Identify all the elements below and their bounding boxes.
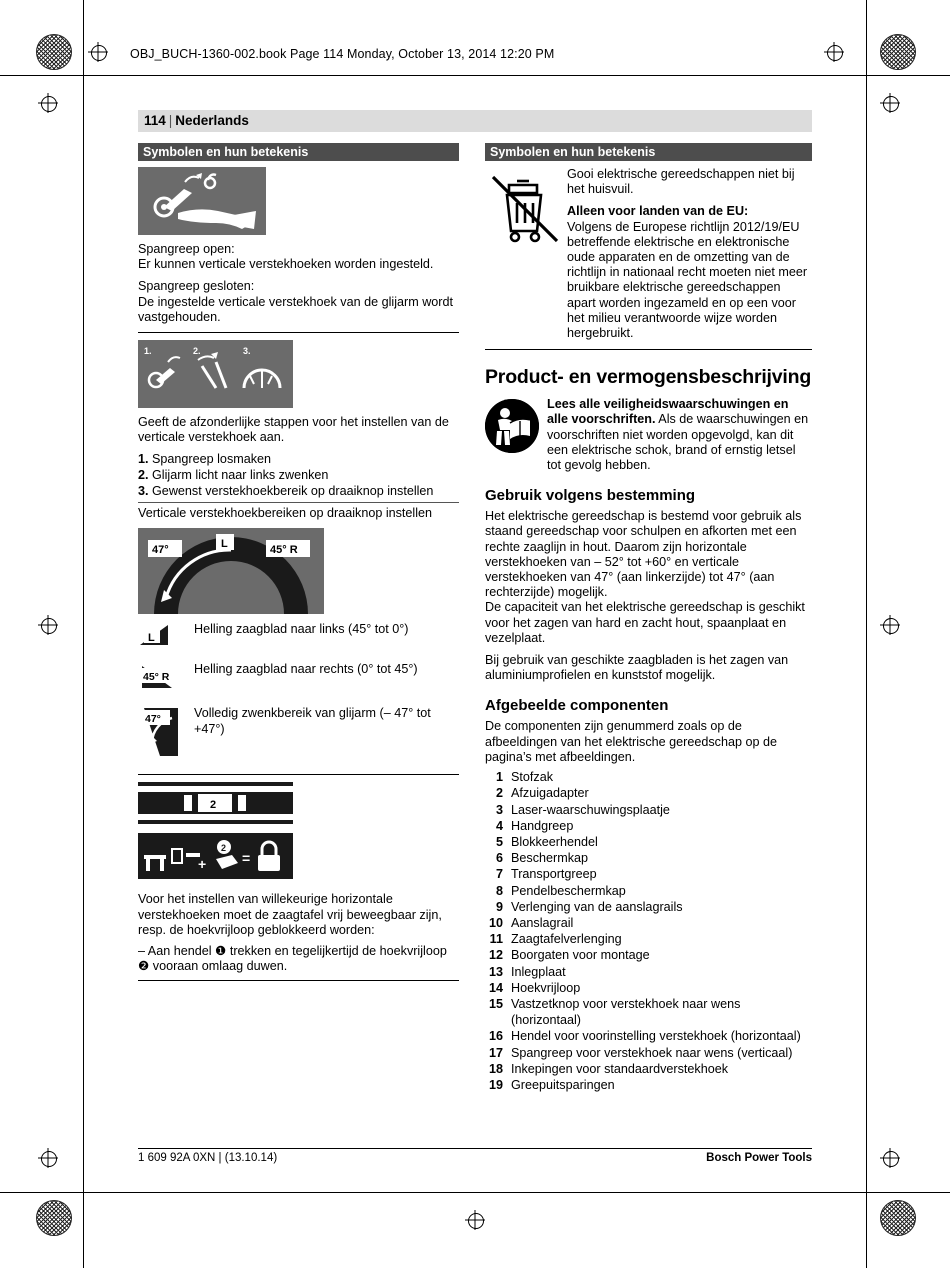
list-item: [485, 802, 812, 818]
disposal-row: [485, 167, 812, 341]
crossed-out-wheelie-bin-icon: [489, 169, 561, 245]
symbols-table-header-right: Symbolen en hun betekenis: [485, 143, 812, 161]
divider-3: [138, 774, 459, 775]
footer-document-code: 1 609 92A 0XN | (13.10.14): [138, 1152, 278, 1164]
list-item: [485, 931, 812, 947]
list-item: [485, 947, 812, 963]
bevel-range-illustration: [138, 528, 324, 614]
registration-circle-bottom-left: [41, 1151, 57, 1167]
safety-warning-rest: Als de waarschuwingen en voorschriften niet worden opgevolgd, kan dit een elektrische schok, brand of ernstig letsel tot gevolg hebben.: [547, 412, 809, 473]
halftone-mark-bottom-right: [880, 1200, 916, 1236]
component-label: Greepuitsparingen: [511, 1077, 615, 1092]
components-list: [485, 769, 812, 1093]
component-label: Blokkeerhendel: [511, 834, 598, 849]
step-text-2: Glijarm licht naar links zwenken: [152, 468, 329, 483]
file-header-text: OBJ_BUCH-1360-002.book Page 114 Monday, October 13, 2014 12:20 PM: [130, 47, 555, 61]
legend-left-text: Helling zaagblad naar links (45° tot 0°): [194, 622, 409, 637]
step-item-1: [138, 452, 459, 468]
step-item-3: [138, 484, 459, 500]
component-label: Zaagtafelverlenging: [511, 932, 622, 947]
component-label: Vastzetknop voor verstekhoek naar wens (horizontaal): [511, 996, 741, 1028]
components-title: Afgebeelde componenten: [485, 697, 669, 715]
left-column: [138, 143, 459, 981]
safety-warning-row: [485, 397, 812, 473]
strip-badge-number: 2: [210, 799, 217, 812]
clamp-closed-title: Spangreep gesloten:: [138, 279, 255, 294]
ranges-caption: Verticale verstekhoekbereiken op draaiknop instellen: [138, 506, 433, 521]
step-item-2: [138, 468, 459, 484]
component-label: Afzuigadapter: [511, 786, 589, 801]
intended-use-p3: Bij gebruik van geschikte zaagbladen is het zagen van aluminiumprofielen en kunststof mogelijk.: [485, 653, 789, 683]
legend-right-text: Helling zaagblad naar rechts (0° tot 45°): [194, 662, 418, 677]
component-number: 3: [495, 802, 503, 817]
list-item: [485, 866, 812, 882]
trim-line-right: [866, 0, 867, 1268]
registration-circle-bottom-right: [883, 1151, 899, 1167]
intended-use-title: Gebruik volgens bestemming: [485, 487, 696, 505]
component-label: Handgreep: [511, 818, 574, 833]
svg-text:45° R: 45° R: [270, 544, 298, 557]
svg-text:45° R: 45° R: [143, 671, 170, 684]
lock-combination-illustration: [138, 833, 293, 879]
right-column: [485, 143, 812, 1093]
svg-text:2.: 2.: [193, 346, 201, 357]
svg-text:L: L: [221, 538, 228, 551]
list-item: [485, 818, 812, 834]
component-label: Inkepingen voor standaardverstekhoek: [511, 1061, 729, 1076]
svg-text:L: L: [148, 632, 155, 645]
trim-line-bottom: [0, 1192, 950, 1193]
eu-only-text: Volgens de Europese richtlijn 2012/19/EU betreffende elektrische en elektronische oude apparaten en de omzetting van de richtlijn in nationaal recht moeten niet meer bruikbare elektrische gereedschappen apart worden ingezameld en op een voor het milieu verantwoorde wijze worden hergebruikt.: [567, 219, 808, 341]
figure-three-steps: [138, 340, 293, 408]
list-item: [485, 1061, 812, 1077]
intended-use-p1: Het elektrische gereedschap is bestemd voor gebruik als staand gereedschap voor schulpen en afkorten met een rechte zaaglijn in hout. Daarom zijn horizontale verstekhoeken van – 52° tot +60° en verticale verstekhoeken van 47° (aan linkerzijde) tot 47° (aan rechterzijde) mogelijk.: [485, 509, 802, 600]
clamp-handle-illustration: [138, 167, 266, 235]
component-number: 16: [488, 1029, 503, 1044]
step-text-3: Gewenst verstekhoekbereik op draaiknop instellen: [152, 483, 434, 498]
read-manual-glyph: [485, 399, 539, 453]
svg-text:47°: 47°: [152, 544, 169, 557]
figure-lock-combination: [138, 833, 459, 884]
page-number: 114: [144, 113, 166, 128]
step-number-1: 1.: [138, 452, 149, 467]
step-number-3: 3.: [138, 483, 149, 498]
component-label: Pendelbeschermkap: [511, 883, 626, 898]
legend-left: [138, 622, 459, 652]
registration-circle-top-left: [91, 45, 107, 61]
list-item: [485, 883, 812, 899]
list-item: [485, 964, 812, 980]
registration-circle-top-right: [827, 45, 843, 61]
list-item: [485, 980, 812, 996]
svg-text:=: =: [242, 850, 251, 867]
component-number: 2: [495, 786, 503, 801]
component-number: 10: [488, 915, 503, 930]
page-header-language: Nederlands: [175, 113, 249, 128]
figure-clamp-handle: [138, 167, 266, 235]
badge-left-bevel-icon: [138, 619, 184, 649]
svg-text:+: +: [198, 856, 207, 873]
footer-rule: [138, 1148, 812, 1149]
component-number: 11: [489, 932, 503, 947]
intended-use-p2: De capaciteit van het elektrische gereedschap is geschikt voor het zagen van hard en zacht hout, spaanplaat en vezelplaat.: [485, 600, 805, 645]
list-item: [485, 915, 812, 931]
component-number: 8: [495, 883, 503, 898]
component-label: Boorgaten voor montage: [511, 948, 650, 963]
svg-text:47°: 47°: [145, 713, 161, 726]
symbols-table-header-left: Symbolen en hun betekenis: [138, 143, 459, 161]
page-header-separator: |: [168, 113, 173, 128]
component-label: Spangreep voor verstekhoek naar wens (verticaal): [511, 1045, 793, 1060]
legend-full-range: [138, 706, 459, 764]
figure-table-lock-strip: [138, 782, 459, 829]
divider-1: [138, 332, 459, 333]
svg-text:2: 2: [221, 843, 227, 854]
component-label: Inlegplaat: [511, 964, 566, 979]
registration-circle-mid-right-top: [883, 96, 899, 112]
step-number-2: 2.: [138, 468, 149, 483]
component-number: 12: [488, 948, 503, 963]
table-strip-illustration: [138, 782, 293, 824]
halftone-mark-bottom-left: [36, 1200, 72, 1236]
component-label: Hendel voor voorinstelling verstekhoek (horizontaal): [511, 1029, 801, 1044]
list-item: [485, 1045, 812, 1061]
trim-line-left: [83, 0, 84, 1268]
component-number: 7: [495, 867, 503, 882]
component-label: Beschermkap: [511, 851, 588, 866]
figure-bevel-range-arc: [138, 528, 324, 614]
legend-full-range-text: [194, 706, 459, 736]
svg-text:3.: 3.: [243, 346, 251, 357]
safety-warning-bold: Lees alle veiligheidswaarschuwingen en alle voorschriften.: [547, 397, 789, 427]
component-number: 1: [495, 770, 503, 785]
component-number: 5: [495, 834, 503, 849]
component-number: 9: [495, 899, 503, 914]
legend-full-range-label: Volledig zwenkbereik van glijarm (– 47° tot +47°): [194, 706, 431, 736]
components-intro: De componenten zijn genummerd zoals op de afbeeldingen van het elektrische gereedschap op de pagina’s met afbeeldingen.: [485, 719, 777, 764]
component-number: 4: [495, 818, 503, 833]
component-label: Transportgreep: [511, 867, 597, 882]
registration-circle-bottom-center: [468, 1213, 484, 1229]
divider-4: [138, 980, 459, 981]
horizontal-miter-text: Voor het instellen van willekeurige horizontale verstekhoeken moet de zaagtafel vrij beweegbaar zijn, resp. de hoekvrijloop geblokkeerd worden:: [138, 892, 442, 937]
legend-right: [138, 662, 459, 696]
horizontal-miter-bullet: – Aan hendel ❶ trekken en tegelijkertijd de hoekvrijloop ❷ vooraan omlaag duwen.: [138, 944, 447, 974]
eu-only-title: Alleen voor landen van de EU:: [567, 204, 749, 219]
list-item: [485, 899, 812, 915]
step-text-1: Spangreep losmaken: [152, 452, 272, 467]
list-item: [485, 1077, 812, 1093]
component-number: 6: [495, 851, 503, 866]
badge-full-range-icon: [138, 704, 190, 764]
clamp-open-title: Spangreep open:: [138, 242, 235, 256]
component-label: Verlenging van de aanslagrails: [511, 899, 683, 914]
component-label: Hoekvrijloop: [511, 980, 581, 995]
three-steps-illustration: [138, 340, 293, 408]
trim-line-top: [0, 75, 950, 76]
component-number: 13: [488, 964, 503, 979]
list-item: [485, 850, 812, 866]
product-description-title: Product- en vermogensbeschrijving: [485, 366, 812, 389]
component-number: 15: [488, 996, 503, 1011]
component-number: 17: [488, 1045, 503, 1060]
read-manual-icon: [485, 399, 539, 453]
svg-text:1.: 1.: [144, 346, 152, 357]
component-number: 18: [488, 1061, 503, 1076]
component-number: 14: [488, 980, 503, 995]
page-header-bar: [138, 110, 812, 132]
list-item: [485, 785, 812, 801]
halftone-mark-top-left: [36, 34, 72, 70]
steps-intro: Geeft de afzonderlijke stappen voor het instellen van de verticale verstekhoek aan.: [138, 415, 449, 445]
list-item: [485, 834, 812, 850]
divider-right-1: [485, 349, 812, 350]
halftone-mark-top-right: [880, 34, 916, 70]
file-header-line: [130, 47, 820, 67]
component-label: Aanslagrail: [511, 915, 574, 930]
disposal-text: Gooi elektrische gereedschappen niet bij het huisvuil.: [567, 167, 795, 197]
component-number: 19: [488, 1077, 503, 1092]
footer-brand: Bosch Power Tools: [706, 1152, 812, 1164]
component-label: Laser-waarschuwingsplaatje: [511, 802, 670, 817]
registration-circle-mid-left-top: [41, 96, 57, 112]
list-item: [485, 769, 812, 785]
registration-circle-mid-right: [883, 618, 899, 634]
list-item: [485, 996, 812, 1028]
divider-2: [138, 502, 459, 503]
safety-warning-text: [547, 397, 812, 473]
clamp-open-text: Er kunnen verticale verstekhoeken worden ingesteld.: [138, 257, 434, 272]
badge-right-bevel-icon: [138, 658, 190, 692]
registration-circle-mid-left: [41, 618, 57, 634]
clamp-closed-text: De ingestelde verticale verstekhoek van de glijarm wordt vastgehouden.: [138, 294, 453, 324]
component-label: Stofzak: [511, 770, 553, 785]
list-item: [485, 1028, 812, 1044]
